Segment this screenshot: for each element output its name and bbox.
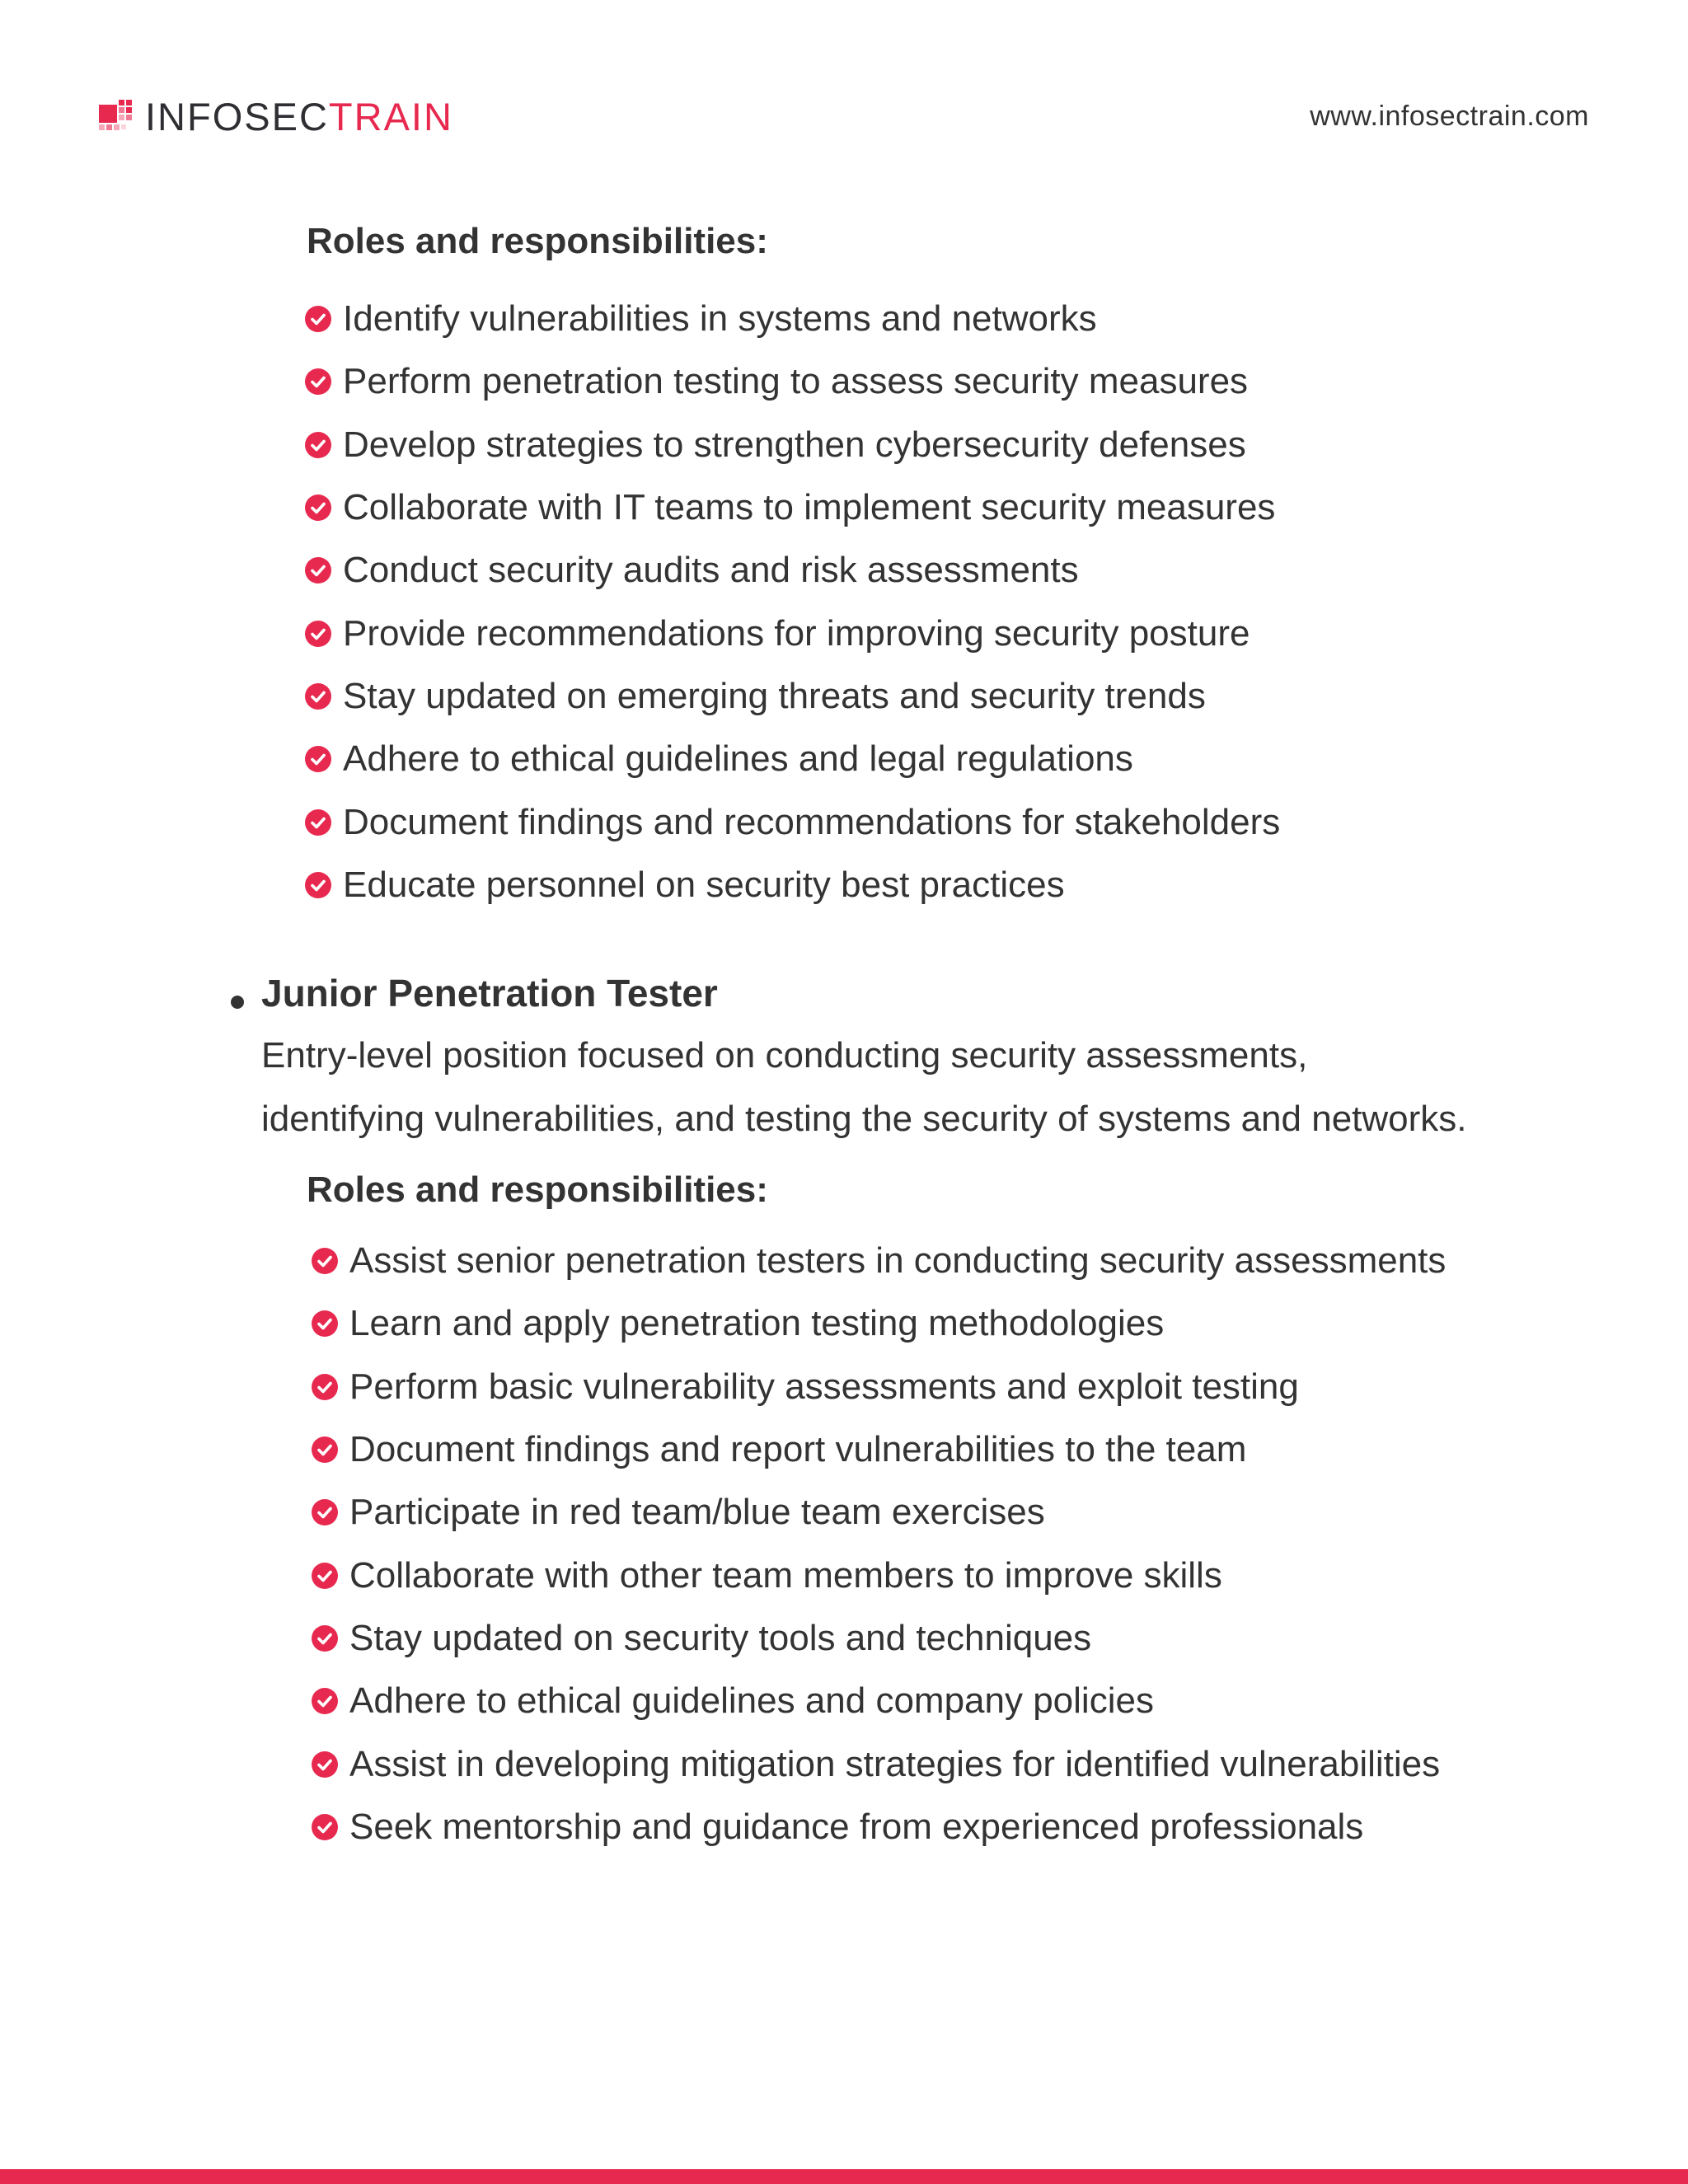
list-item: [305, 854, 1280, 916]
list-item: [305, 790, 1280, 853]
list-item-text: Collaborate with IT teams to implement security measures: [343, 487, 1276, 528]
infosectrain-logo[interactable]: [99, 97, 453, 136]
list-item-text: Stay updated on security tools and techniques: [349, 1617, 1092, 1658]
check-circle-icon: [312, 1814, 338, 1840]
list-item-text: Provide recommendations for improving security posture: [343, 612, 1250, 654]
list-item-text: Adhere to ethical guidelines and legal regulations: [343, 738, 1133, 780]
list-item-text: Assist senior penetration testers in conducting security assessments: [349, 1240, 1447, 1282]
list-item-text: Collaborate with other team members to improve skills: [349, 1554, 1222, 1596]
job-title: Junior Penetration Tester: [261, 972, 718, 1015]
logo-text-accent: TRAIN: [328, 95, 453, 138]
check-circle-icon: [312, 1688, 338, 1714]
list-item: [312, 1796, 1446, 1858]
logo-text: [145, 97, 453, 136]
responsibilities-list-1: [305, 288, 1280, 916]
list-item: [312, 1418, 1446, 1481]
list-item-text: Conduct security audits and risk assessments: [343, 550, 1079, 591]
check-circle-icon: [312, 1436, 338, 1463]
list-item: [305, 665, 1280, 728]
list-item-text: Participate in red team/blue team exercises: [349, 1492, 1045, 1533]
check-circle-icon: [312, 1499, 338, 1526]
list-item-text: Educate personnel on security best practices: [343, 864, 1065, 905]
list-item: [312, 1607, 1446, 1670]
check-circle-icon: [305, 368, 331, 395]
list-item: [312, 1544, 1446, 1606]
footer-accent-bar: [0, 2169, 1688, 2184]
list-item-text: Document findings and report vulnerabilities to the team: [349, 1429, 1247, 1470]
list-item-text: Perform basic vulnerability assessments and exploit testing: [349, 1366, 1299, 1407]
job-description-line: Entry-level position focused on conducting security assessments,: [261, 1035, 1308, 1076]
responsibilities-list-2: [312, 1230, 1446, 1858]
job-description: [261, 1024, 1580, 1151]
check-circle-icon: [305, 683, 331, 710]
logo-text-dark: INFOSEC: [145, 95, 329, 138]
page-header: [0, 0, 1688, 165]
list-item-text: Learn and apply penetration testing methodologies: [349, 1303, 1165, 1344]
site-url[interactable]: www.infosectrain.com: [1310, 101, 1589, 132]
check-circle-icon: [312, 1563, 338, 1589]
bullet-dot: [231, 996, 244, 1009]
job-description-line: identifying vulnerabilities, and testing the security of systems and networks.: [261, 1099, 1467, 1139]
list-item-text: Identify vulnerabilities in systems and networks: [343, 298, 1097, 340]
list-item: [305, 728, 1280, 790]
list-item-text: Develop strategies to strengthen cybersecurity defenses: [343, 424, 1246, 465]
list-item-text: Adhere to ethical guidelines and company policies: [349, 1680, 1154, 1722]
list-item: [312, 1670, 1446, 1732]
check-circle-icon: [312, 1751, 338, 1778]
check-circle-icon: [312, 1248, 338, 1274]
list-item: [312, 1732, 1446, 1795]
list-item: [305, 476, 1280, 539]
check-circle-icon: [312, 1374, 338, 1400]
logo-mark-icon: [99, 100, 132, 134]
check-circle-icon: [312, 1310, 338, 1337]
check-circle-icon: [305, 621, 331, 647]
roles-heading-1: Roles and responsibilities:: [307, 221, 768, 261]
list-item-text: Assist in developing mitigation strategies for identified vulnerabilities: [349, 1743, 1441, 1784]
list-item-text: Stay updated on emerging threats and security trends: [343, 675, 1206, 716]
list-item: [305, 539, 1280, 602]
list-item: [312, 1356, 1446, 1418]
check-circle-icon: [305, 432, 331, 458]
list-item-text: Seek mentorship and guidance from experienced professionals: [349, 1806, 1364, 1847]
check-circle-icon: [305, 809, 331, 836]
check-circle-icon: [305, 557, 331, 583]
list-item: [312, 1230, 1446, 1292]
list-item: [305, 288, 1280, 350]
list-item: [305, 350, 1280, 413]
list-item-text: Document findings and recommendations for stakeholders: [343, 801, 1281, 842]
list-item: [305, 414, 1280, 476]
check-circle-icon: [312, 1625, 338, 1652]
check-circle-icon: [305, 746, 331, 772]
list-item: [312, 1292, 1446, 1355]
check-circle-icon: [305, 494, 331, 521]
list-item-text: Perform penetration testing to assess security measures: [343, 361, 1249, 402]
check-circle-icon: [305, 872, 331, 898]
list-item: [305, 602, 1280, 664]
roles-heading-2: Roles and responsibilities:: [307, 1169, 768, 1210]
list-item: [312, 1481, 1446, 1544]
check-circle-icon: [305, 306, 331, 332]
